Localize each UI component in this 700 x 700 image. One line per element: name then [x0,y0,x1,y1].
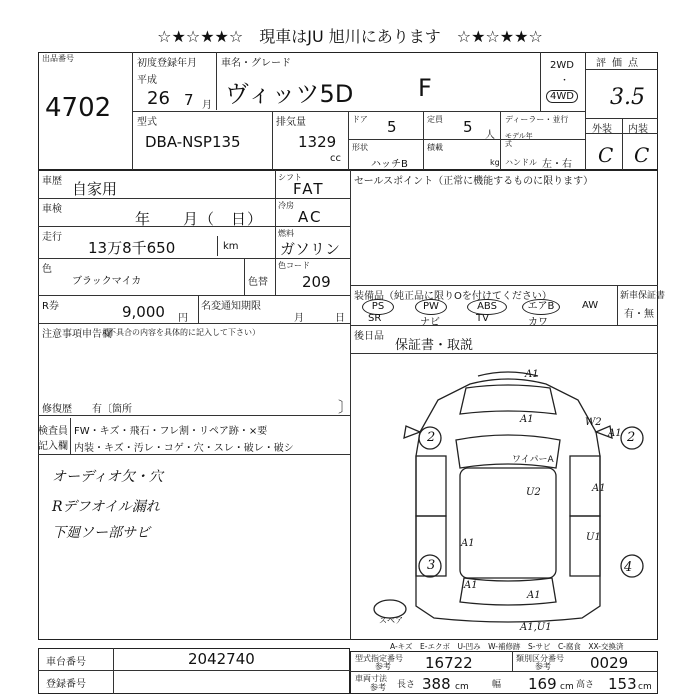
lot-label: 出品番号 [42,54,74,63]
later-items-label: 後日品 [354,331,384,342]
registration-year: 26 [147,88,170,109]
drive-2wd: 2WD [550,60,574,71]
length-unit: cm [455,682,469,692]
warranty-value: 有・無 [624,309,654,320]
repair-history-value: 有〔箇所 [92,404,132,415]
evaluation-label: 評価点 [596,58,644,69]
name-change-month: 月 [294,313,304,324]
damage-diagram [350,356,658,640]
load-unit: kg [490,158,500,167]
height-label: 高さ [576,680,595,690]
mileage-label: 走行 [42,232,62,243]
capacity-label: 定員 [427,115,443,124]
mark-right-front-2: A1 [608,428,622,439]
doors-label: ドア [352,115,368,124]
model-type: DBA-NSP135 [145,133,241,151]
recycle-label: R券 [42,301,59,312]
recycle-unit: 円 [178,313,188,324]
inspector-label-1: 検査員 [38,426,68,437]
model-year-label: モデル年式 [505,132,533,148]
registration-month: 7 [184,91,194,109]
car-name: ヴィッツ5D [225,80,354,108]
equip-sr: SR [368,313,382,324]
mileage-unit: km [223,241,239,252]
fuel-value: ガソリン [280,240,341,258]
inspector-row-2: 内装・キズ・汚レ・コゲ・穴・スレ・破レ・破シ [74,443,294,454]
interior-grade: C [634,143,650,167]
height-value: 153 [608,675,637,693]
capacity-unit: 人 [485,130,495,141]
shape-label: 形状 [352,143,368,152]
shift-value: FAT [293,180,325,198]
repair-history-label: 修復歴 [42,404,72,415]
load-label: 積載 [427,143,443,152]
cc-value: 1329 [298,133,337,151]
cc-label: 排気量 [276,117,306,128]
mark-right-door-rear: U1 [586,532,601,543]
aircon-label: 冷房 [278,201,294,210]
doors-value: 5 [387,118,397,136]
equip-ps: PS [362,299,394,315]
length-value: 388 [422,675,451,693]
width-value: 169 [528,675,557,693]
handwritten-note-3: 下廻ソー部サビ [52,525,150,541]
recycle-value: 9,000 [122,303,165,321]
name-change-day: 日 [335,313,345,324]
inspector-row-1: FW・キズ・飛石・フレ割・リペア跡・×要 [74,426,268,437]
class-num-sub: 参考 [535,662,551,671]
registration-label: 初度登録年月 [137,58,197,69]
cc-unit: cc [330,153,341,164]
damage-legend: A-キズ E-エクボ U-凹み W-補修跡 S-サビ C-腐食 XX-交換済 [390,642,624,651]
mark-right-front: W2 [585,417,602,428]
mark-rear-bumper: A1,U1 [520,622,552,633]
fuel-label: 燃料 [278,229,294,238]
chassis-label: 車台番号 [46,657,86,668]
history-value: 自家用 [72,180,118,198]
aircon-value: AC [298,208,323,226]
equip-pw: PW [415,299,447,315]
interior-label: 内装 [628,124,648,135]
width-label: 幅 [492,680,502,690]
dims-sub: 参考 [370,683,386,692]
plate-label: 登録番号 [46,679,86,690]
registration-era: 平成 [137,75,157,86]
later-items-value: 保証書・取説 [395,338,474,353]
equip-airbag: エアB [522,299,560,315]
evaluation-score: 3.5 [610,85,645,110]
dealer-label: ディーラー・並行 [505,115,569,124]
mark-left-door-rear: A1 [461,538,475,549]
dims-label: 車両寸法 [355,674,387,683]
equipment-label: 装備品（純正品に限りOを付けてください） [354,291,552,302]
mileage-value: 13万8千650 [88,239,176,257]
mark-left-rear: A1 [464,580,478,591]
handle-label: ハンドル [505,158,537,167]
registration-month-unit: 月 [202,100,212,111]
mark-front-bumper: A1 [525,369,539,380]
inspection-label: 車検 [42,204,62,215]
width-unit: cm [560,682,574,692]
mark-wheel-front-right: 2 [627,430,636,445]
equip-aw: AW [582,300,599,311]
spare-label: スペア [379,616,403,625]
mark-hood: A1 [520,414,534,425]
length-label: 長さ [397,680,416,690]
handle-value: 左・右 [542,159,572,170]
wiper-label: ワイパーA [512,455,554,465]
shape-value: ハッチB [371,159,408,170]
mark-wheel-rear-left: 3 [427,558,436,573]
class-num: 0029 [590,654,629,672]
color-change-label: 色替 [248,277,268,288]
handwritten-note-1: オーディオ欠・穴 [52,469,163,485]
handwritten-note-2: Rデフオイル漏れ [52,499,160,515]
color-value: ブラックマイカ [72,276,142,287]
height-unit: cm [638,682,652,692]
mark-wheel-rear-right: 4 [624,560,633,575]
capacity-value: 5 [463,118,473,136]
mark-trunk: A1 [527,590,541,601]
lot-number: 4702 [45,93,112,123]
class-num-label: 類別区分番号 [516,654,564,663]
equip-leather: カワ [528,317,548,328]
sales-point-label: セールスポイント（正常に機能するものに限ります） [354,176,594,187]
inspection-date: 年 月（ 日） [135,210,264,228]
model-type-label: 型式 [137,117,157,128]
car-name-label: 車名・グレード [221,58,291,69]
exterior-grade: C [598,143,614,167]
name-change-label: 名変通知期限 [201,301,261,312]
color-code-label: 色コード [278,261,310,270]
inspector-label-2: 記入欄 [38,441,68,452]
equip-abs: ABS [467,299,507,315]
warranty-label: 新車保証書 [620,291,666,301]
equip-tv: TV [476,313,489,324]
model-num-sub: 参考 [375,662,391,671]
mark-wheel-front-left: 2 [427,430,436,445]
equip-navi: ナビ [420,317,440,328]
color-code-value: 209 [302,273,331,291]
chassis-value: 2042740 [188,650,255,668]
drive-4wd-selected: 4WD [546,90,578,103]
mark-roof: U2 [526,487,541,498]
shift-label: シフト [278,173,302,182]
model-num: 16722 [425,654,473,672]
mark-right-door-front: A1 [592,483,606,494]
model-num-label: 型式指定番号 [355,654,403,663]
page-header: ☆★☆★★☆ 現車はJU 旭川にあります ☆★☆★★☆ [157,27,543,46]
color-label: 色 [42,264,52,275]
exterior-label: 外装 [592,124,612,135]
car-grade: F [418,74,432,102]
notes-sublabel: （不具合の内容を具体的に記入して下さい） [100,328,260,337]
notes-label: 注意事項申告欄 [42,329,112,340]
history-label: 車歴 [42,176,62,187]
